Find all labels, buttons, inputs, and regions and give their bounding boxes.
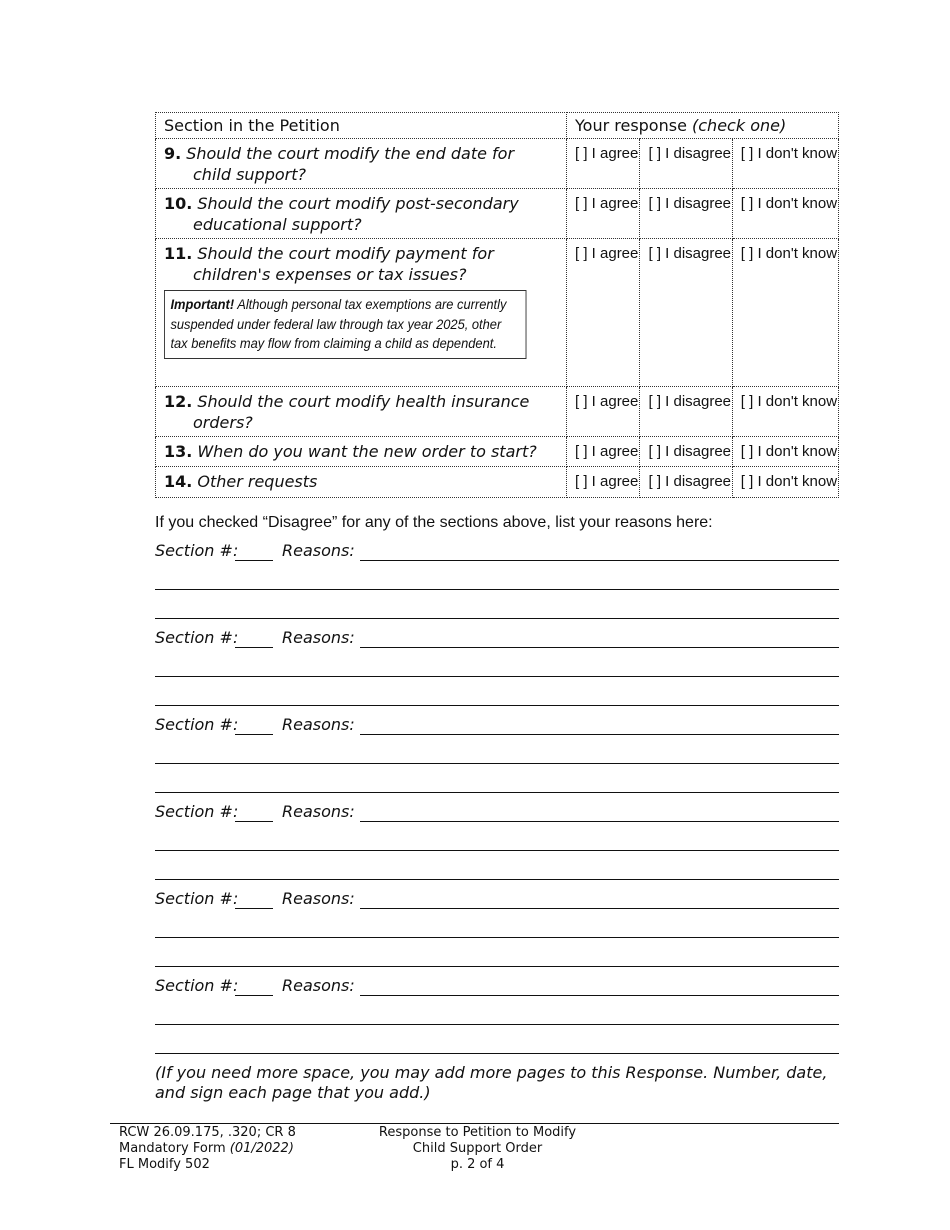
question-text-cont: educational support? xyxy=(193,215,362,234)
checkbox-agree[interactable]: [ ] I agree xyxy=(567,239,640,387)
section-number-label: Section #: xyxy=(155,715,239,734)
question-number: 12. xyxy=(164,392,193,411)
footer-center xyxy=(355,1125,600,1173)
question-number: 10. xyxy=(164,194,193,213)
footer-title-2: Child Support Order xyxy=(412,1141,543,1156)
reasons-label: Reasons: xyxy=(282,541,355,560)
important-note: Important! Although personal tax exemptions are currently suspended under federal law through tax year 2025, other tax benefits may flow from claiming a child as dependent. xyxy=(164,290,526,359)
question-number: 14. xyxy=(164,472,193,491)
reasons-line[interactable] xyxy=(155,937,839,938)
checkbox-agree[interactable]: [ ] I agree xyxy=(567,189,640,239)
header-section: Section in the Petition xyxy=(156,113,567,139)
reason-entry xyxy=(155,628,839,650)
footer-form-id: FL Modify 502 xyxy=(119,1157,210,1172)
checkbox-disagree[interactable]: [ ] I disagree xyxy=(640,387,732,437)
section-number-label: Section #: xyxy=(155,976,239,995)
reasons-line[interactable] xyxy=(155,705,839,706)
section-number-field[interactable] xyxy=(235,647,273,648)
section-number-field[interactable] xyxy=(235,560,273,561)
reasons-label: Reasons: xyxy=(282,715,355,734)
reasons-label: Reasons: xyxy=(282,889,355,908)
question-text: When do you want the new order to start? xyxy=(197,442,537,461)
checkbox-dont-know[interactable]: [ ] I don't know xyxy=(732,139,838,189)
question-cell xyxy=(156,139,567,189)
section-number-field[interactable] xyxy=(235,908,273,909)
question-text: Should the court modify the end date for xyxy=(186,144,515,163)
footer-form-type: Mandatory Form (01/2022) xyxy=(119,1141,294,1156)
footer-divider xyxy=(110,1123,839,1124)
reasons-label: Reasons: xyxy=(282,976,355,995)
checkbox-dont-know[interactable]: [ ] I don't know xyxy=(732,387,838,437)
question-text-cont: child support? xyxy=(193,165,306,184)
checkbox-dont-know[interactable]: [ ] I don't know xyxy=(732,239,838,387)
reasons-field[interactable] xyxy=(360,647,839,648)
question-number: 13. xyxy=(164,442,193,461)
reasons-line[interactable] xyxy=(155,1024,839,1025)
footer-page-number: p. 2 of 4 xyxy=(450,1157,505,1172)
reasons-field[interactable] xyxy=(360,908,839,909)
checkbox-agree[interactable]: [ ] I agree xyxy=(567,139,640,189)
table-row xyxy=(156,387,839,437)
reason-entry xyxy=(155,802,839,824)
reasons-line[interactable] xyxy=(155,589,839,590)
checkbox-dont-know[interactable]: [ ] I don't know xyxy=(732,437,838,467)
question-text: Should the court modify payment for xyxy=(197,244,494,263)
section-number-label: Section #: xyxy=(155,628,239,647)
table-row xyxy=(156,239,839,387)
question-text: Should the court modify post-secondary xyxy=(197,194,519,213)
question-cell xyxy=(156,467,567,498)
question-text: Other requests xyxy=(197,472,318,491)
question-text: Should the court modify health insurance xyxy=(197,392,530,411)
question-number: 11. xyxy=(164,244,193,263)
reasons-intro: If you checked “Disagree” for any of the sections above, list your reasons here: xyxy=(155,514,713,531)
checkbox-dont-know[interactable]: [ ] I don't know xyxy=(732,467,838,498)
reason-entry xyxy=(155,715,839,737)
reasons-line[interactable] xyxy=(155,966,839,967)
section-number-label: Section #: xyxy=(155,889,239,908)
reasons-line[interactable] xyxy=(155,850,839,851)
table-row xyxy=(156,437,839,467)
checkbox-disagree[interactable]: [ ] I disagree xyxy=(640,467,732,498)
checkbox-disagree[interactable]: [ ] I disagree xyxy=(640,437,732,467)
section-number-field[interactable] xyxy=(235,734,273,735)
reasons-line[interactable] xyxy=(155,879,839,880)
table-row xyxy=(156,467,839,498)
checkbox-disagree[interactable]: [ ] I disagree xyxy=(640,189,732,239)
footer-title-1: Response to Petition to Modify xyxy=(378,1125,577,1140)
question-text-cont: orders? xyxy=(193,413,253,432)
reasons-line[interactable] xyxy=(155,792,839,793)
reasons-field[interactable] xyxy=(360,821,839,822)
reasons-line[interactable] xyxy=(155,1053,839,1054)
footer-rcw: RCW 26.09.175, .320; CR 8 xyxy=(119,1125,296,1140)
reasons-line[interactable] xyxy=(155,618,839,619)
checkbox-disagree[interactable]: [ ] I disagree xyxy=(640,139,732,189)
reason-entry xyxy=(155,541,839,563)
question-cell xyxy=(156,189,567,239)
reasons-field[interactable] xyxy=(360,560,839,561)
petition-response-table xyxy=(155,112,839,498)
checkbox-dont-know[interactable]: [ ] I don't know xyxy=(732,189,838,239)
footer-left xyxy=(119,1125,296,1173)
question-text-cont: children's expenses or tax issues? xyxy=(193,265,467,284)
section-number-label: Section #: xyxy=(155,802,239,821)
table-row xyxy=(156,189,839,239)
checkbox-agree[interactable]: [ ] I agree xyxy=(567,387,640,437)
section-number-field[interactable] xyxy=(235,995,273,996)
reasons-line[interactable] xyxy=(155,763,839,764)
section-number-label: Section #: xyxy=(155,541,239,560)
question-number: 9. xyxy=(164,144,182,163)
reason-entry xyxy=(155,889,839,911)
question-cell xyxy=(156,239,567,387)
reasons-label: Reasons: xyxy=(282,802,355,821)
header-response: Your response (check one) xyxy=(567,113,839,139)
reasons-label: Reasons: xyxy=(282,628,355,647)
reasons-line[interactable] xyxy=(155,676,839,677)
reasons-field[interactable] xyxy=(360,995,839,996)
reasons-field[interactable] xyxy=(360,734,839,735)
reason-entry xyxy=(155,976,839,998)
checkbox-agree[interactable]: [ ] I agree xyxy=(567,467,640,498)
more-space-note: (If you need more space, you may add more pages to this Response. Number, date, and sign each page that you add.) xyxy=(155,1063,828,1102)
checkbox-disagree[interactable]: [ ] I disagree xyxy=(640,239,732,387)
section-number-field[interactable] xyxy=(235,821,273,822)
question-cell xyxy=(156,437,567,467)
table-row xyxy=(156,139,839,189)
checkbox-agree[interactable]: [ ] I agree xyxy=(567,437,640,467)
question-cell xyxy=(156,387,567,437)
